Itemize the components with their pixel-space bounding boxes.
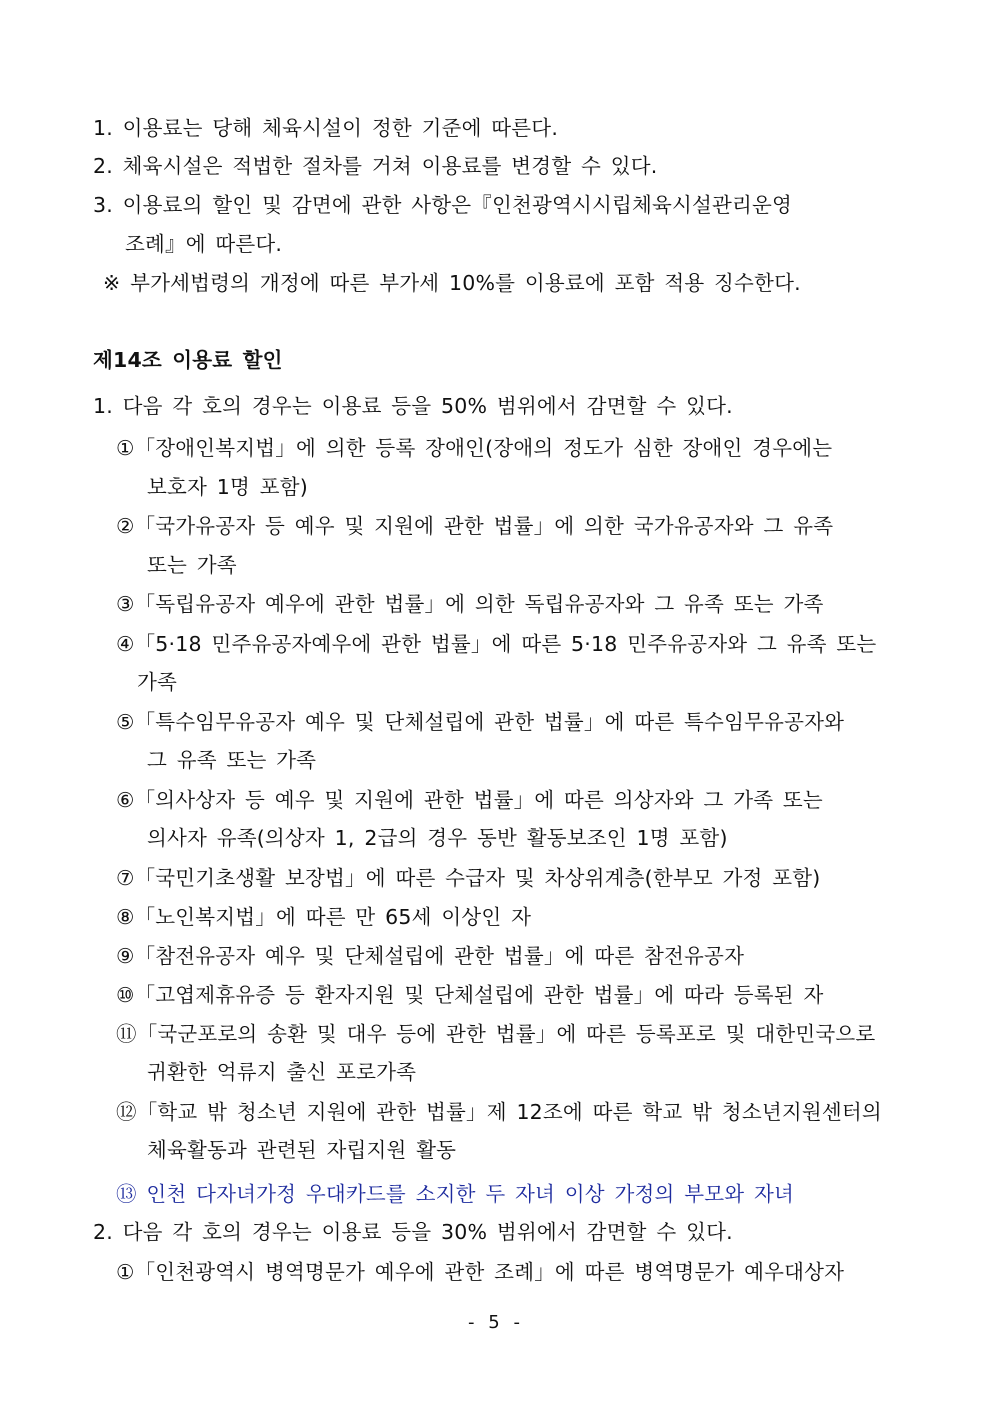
clause-1-item-2-line2: 또는 가족	[147, 553, 237, 577]
clause-1-item-6-line2: 의사자 유족(의상자 1, 2급의 경우 동반 활동보조인 1명 포함)	[147, 826, 728, 850]
clause-1-item-4-line1: ④「5·18 민주유공자예우에 관한 법률」에 따른 5·18 민주유공자와 그 유족 또는	[116, 632, 877, 656]
article-14-title: 제14조 이용료 할인	[93, 348, 283, 372]
clause-1-item-10: ⑩「고엽제휴유증 등 환자지원 및 단체설립에 관한 법률」에 따라 등록된 자	[116, 983, 824, 1007]
fee-rule-1: 1. 이용료는 당해 체육시설이 정한 기준에 따른다.	[93, 116, 559, 140]
clause-1-item-2-line1: ②「국가유공자 등 예우 및 지원에 관한 법률」에 의한 국가유공자와 그 유족	[116, 514, 834, 538]
clause-2-item-1: ①「인천광역시 병역명문가 예우에 관한 조례」에 따른 병역명문가 예우대상자	[116, 1260, 845, 1284]
clause-1-item-12-line2: 체육활동과 관련된 자립지원 활동	[147, 1138, 457, 1162]
clause-1-item-13: ⑬ 인천 다자녀가정 우대카드를 소지한 두 자녀 이상 가정의 부모와 자녀	[116, 1182, 794, 1206]
clause-1-item-11-line1: ⑪「국군포로의 송환 및 대우 등에 관한 법률」에 따른 등록포로 및 대한민국으로	[116, 1022, 876, 1046]
vat-note: ※ 부가세법령의 개정에 따른 부가세 10%를 이용료에 포함 적용 징수한다.	[103, 271, 801, 295]
clause-1-item-5-line2: 그 유족 또는 가족	[147, 748, 317, 772]
clause-1-item-3: ③「독립유공자 예우에 관한 법률」에 의한 독립유공자와 그 유족 또는 가족	[116, 592, 824, 616]
clause-1-item-11-line2: 귀환한 억류지 출신 포로가족	[147, 1060, 417, 1084]
clause-1-item-4-line2: 가족	[137, 670, 178, 694]
clause-1-item-6-line1: ⑥「의사상자 등 예우 및 지원에 관한 법률」에 따른 의상자와 그 가족 또는	[116, 788, 823, 812]
clause-1-item-12-line1: ⑫「학교 밖 청소년 지원에 관한 법률」제 12조에 따른 학교 밖 청소년지원센터의	[116, 1100, 882, 1124]
fee-rule-3-line1: 3. 이용료의 할인 및 감면에 관한 사항은『인천광역시시립체육시설관리운영	[93, 193, 793, 217]
fee-rule-3-line2: 조례』에 따른다.	[125, 232, 283, 256]
clause-1: 1. 다음 각 호의 경우는 이용료 등을 50% 범위에서 감면할 수 있다.	[93, 394, 733, 418]
clause-1-item-7: ⑦「국민기초생활 보장법」에 따른 수급자 및 차상위계층(한부모 가정 포함)	[116, 866, 821, 890]
clause-1-item-1-line1: ①「장애인복지법」에 의한 등록 장애인(장애의 정도가 심한 장애인 경우에는	[116, 436, 833, 460]
clause-1-item-9: ⑨「참전유공자 예우 및 단체설립에 관한 법률」에 따른 참전유공자	[116, 944, 745, 968]
fee-rule-2: 2. 체육시설은 적법한 절차를 거쳐 이용료를 변경할 수 있다.	[93, 154, 658, 178]
clause-1-item-5-line1: ⑤「특수임무유공자 예우 및 단체설립에 관한 법률」에 따른 특수임무유공자와	[116, 710, 845, 734]
clause-1-item-1-line2: 보호자 1명 포함)	[147, 475, 308, 499]
page-number: - 5 -	[468, 1312, 524, 1333]
clause-1-item-8: ⑧「노인복지법」에 따른 만 65세 이상인 자	[116, 905, 532, 929]
clause-2: 2. 다음 각 호의 경우는 이용료 등을 30% 범위에서 감면할 수 있다.	[93, 1220, 733, 1244]
